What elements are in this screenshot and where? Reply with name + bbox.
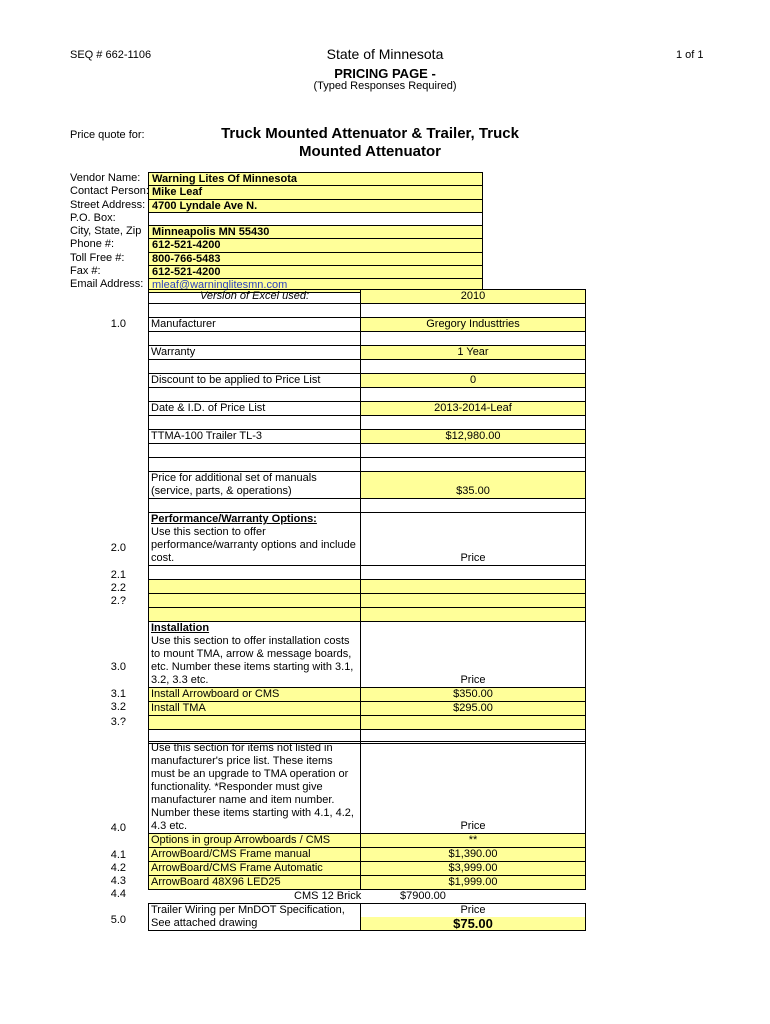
state-name: State of Minnesota [326,46,444,62]
warranty-label: Warranty [149,346,361,359]
option-2-2-label[interactable] [149,594,361,607]
upgrades-price-cell [361,742,585,833]
options-group-value[interactable]: ** [361,834,585,847]
blank-row [148,499,586,513]
trailer-wiring-label: Trailer Wiring per MnDOT Specification, See attached drawing [149,904,361,930]
installation-price-cell [361,622,585,687]
vendor-labels [70,172,149,292]
manuals-value-cell[interactable] [361,472,585,498]
upgrade-4-4-value: $7900.00 [400,890,446,902]
discount-value[interactable]: 0 [361,374,585,387]
option-2-x-label[interactable] [149,608,361,621]
blank-row [148,304,586,318]
upgrade-row-4-1 [148,848,586,862]
vendor-label: Fax #: [70,265,101,278]
installation-heading: Installation [151,622,210,634]
installation-cell [149,622,361,687]
excel-version-label: Version of Excel used: [149,290,361,303]
performance-row [148,513,586,566]
vendor-label: Contact Person: [70,185,149,198]
email-link[interactable]: mleaf@warninglitesmn.com [149,279,482,291]
street-address-field[interactable]: 4700 Lyndale Ave N. [149,200,482,213]
install-row-3-x [148,716,586,730]
upgrade-4-2-label[interactable]: ArrowBoard/CMS Frame Automatic [149,862,361,875]
item-number: 4.0 [110,822,126,834]
upgrade-row-4-3 [148,876,586,890]
ttma-row [148,430,586,444]
city-state-zip-field[interactable]: Minneapolis MN 55430 [149,226,482,239]
vendor-info-box [148,172,483,293]
contact-person-field[interactable]: Mike Leaf [149,186,482,199]
item-number: 4.2 [110,862,126,874]
excel-version-value[interactable]: 2010 [361,290,585,303]
warranty-value[interactable]: 1 Year [361,346,585,359]
item-number: 5.0 [110,914,126,926]
manufacturer-label: Manufacturer [149,318,361,331]
upgrade-row-4-4 [148,890,586,903]
item-number: 3.? [110,716,126,728]
upgrades-price-label: Price [460,820,486,832]
item-number: 2.? [110,595,126,607]
price-list-row [148,402,586,416]
upgrades-grid [148,741,586,931]
vendor-label: Street Address: [70,198,146,211]
phone-field[interactable]: 612-521-4200 [149,239,482,252]
manuals-value: $35.00 [456,485,490,497]
option-2-2-value[interactable] [361,594,585,607]
blank-row [148,360,586,374]
performance-heading: Performance/Warranty Options: [151,513,317,525]
page-count: 1 of 1 [676,49,704,61]
pricing-grid [148,289,586,744]
vendor-label: Email Address: [70,278,144,291]
option-2-x-value[interactable] [361,608,585,621]
blank-row [148,458,586,472]
vendor-label: Vendor Name: [70,172,141,184]
option-row-2-x [148,608,586,622]
item-number: 2.2 [110,582,126,594]
item-number: 2.1 [110,569,126,581]
vendor-label: P.O. Box: [70,211,116,224]
install-3-1-label[interactable]: Install Arrowboard or CMS [149,688,361,701]
excel-version-row [148,289,586,304]
options-group-row [148,834,586,848]
trailer-wiring-row [148,903,586,931]
installation-price-label: Price [460,674,486,686]
upgrade-4-1-value[interactable]: $1,390.00 [361,848,585,861]
toll-free-field[interactable]: 800-766-5483 [149,253,482,266]
discount-row [148,374,586,388]
seq-number: SEQ # 662-1106 [70,49,152,61]
installation-text: Use this section to offer installation costs to mount TMA, arrow & message boards, etc. Number these items starting with 3.1, 3.2, 3.3 etc. [151,635,354,686]
installation-row [148,622,586,688]
blank-row [148,388,586,402]
performance-cell [149,513,361,565]
install-3-2-value[interactable]: $295.00 [361,702,585,715]
option-row-2-1 [148,580,586,594]
ttma-value[interactable]: $12,980.00 [361,430,585,443]
ttma-label: TTMA-100 Trailer TL-3 [149,430,361,443]
upgrade-4-2-value[interactable]: $3,999.00 [361,862,585,875]
performance-text: Use this section to offer performance/warranty options and include cost. [151,526,356,564]
item-number: 2.0 [110,542,126,554]
trailer-wiring-value[interactable]: $75.00 [361,917,585,930]
install-row-3-1 [148,688,586,702]
item-number: 4.1 [110,849,126,861]
install-3-1-value[interactable]: $350.00 [361,688,585,701]
warranty-row [148,346,586,360]
po-box-field[interactable] [149,213,482,226]
trailer-wiring-price-label: Price [460,904,486,916]
blank-row [148,332,586,346]
item-number: 3.2 [110,701,126,713]
upgrade-4-3-value[interactable]: $1,999.00 [361,876,585,889]
item-number: 3.1 [110,688,126,700]
item-number: 4.4 [110,888,126,900]
upgrades-text: Use this section for items not listed in manufacturer's price list. These items must be an upgrade to TMA operation or functionality. *Responder must give manufacturer name and item number. Number these items starting with 4.1, 4.2, 4.3 etc. [149,742,361,833]
vendor-label: Phone #: [70,238,115,251]
install-3-x-value[interactable] [361,716,585,729]
price-quote-label: Price quote for: [70,129,145,141]
upgrade-row-4-2 [148,862,586,876]
option-2-1-label[interactable] [149,580,361,593]
performance-price-label: Price [460,552,486,564]
page-subtitle: (Typed Responses Required) [313,80,457,92]
upgrade-4-1-label[interactable]: ArrowBoard/CMS Frame manual [149,848,361,861]
trailer-wiring-price-cell [361,904,585,930]
install-row-3-2 [148,702,586,716]
options-group-label[interactable]: Options in group Arrowboards / CMS [149,834,361,847]
option-row-2-2 [148,594,586,608]
manuals-row [148,472,586,499]
blank-row [148,444,586,458]
install-3-x-label[interactable] [149,716,361,729]
price-quote-title: Truck Mounted Attenuator & Trailer, Truck Mounted Attenuator [221,125,519,160]
item-number: 3.0 [110,661,126,673]
upgrades-row [148,741,586,834]
price-list-label: Date & I.D. of Price List [149,402,361,415]
item-number: 4.3 [110,875,126,887]
option-2-1-value[interactable] [361,580,585,593]
manufacturer-value[interactable]: Gregory Industtries [361,318,585,331]
vendor-label: Toll Free #: [70,251,125,264]
fax-field[interactable]: 612-521-4200 [149,266,482,279]
item-number: 1.0 [110,318,126,330]
vendor-label: City, State, Zip [70,225,142,238]
discount-label: Discount to be applied to Price List [149,374,361,387]
upgrade-4-4-label: CMS 12 Brick [294,890,362,902]
vendor-name-field[interactable]: Warning Lites Of Minnesota [149,173,482,186]
price-list-value[interactable]: 2013-2014-Leaf [361,402,585,415]
upgrade-4-3-label[interactable]: ArrowBoard 48X96 LED25 [149,876,361,889]
performance-price-cell [361,513,585,565]
page-title: PRICING PAGE - [334,66,436,81]
manufacturer-row [148,318,586,332]
blank-row [148,566,586,580]
install-3-2-label[interactable]: Install TMA [149,702,361,715]
blank-row [148,416,586,430]
manuals-label: Price for additional set of manuals (service, parts, & operations) [149,472,361,498]
